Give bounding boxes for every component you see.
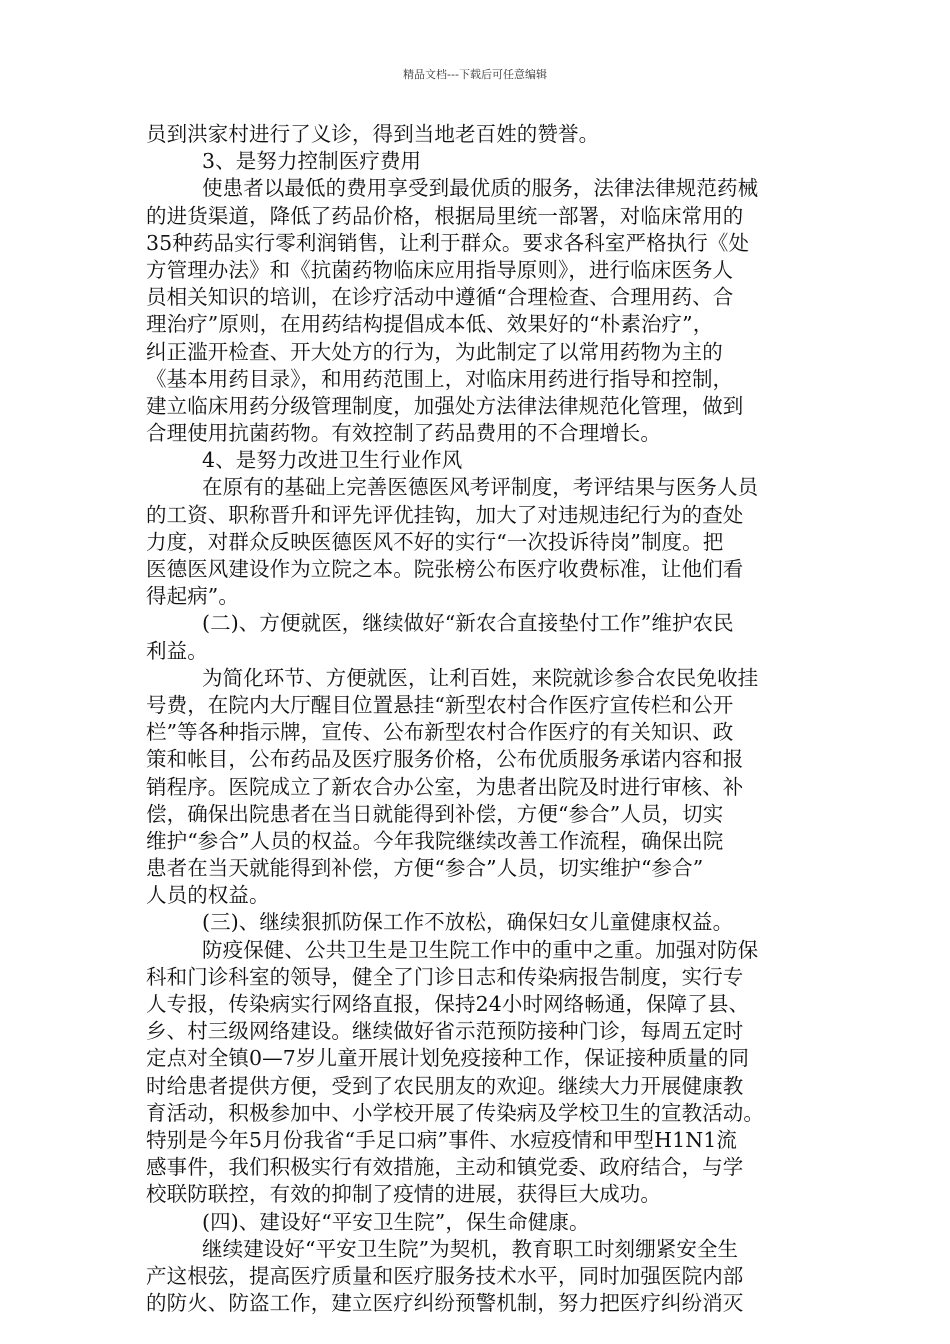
text-line: 使患者以最低的费用享受到最优质的服务，法律法律规范药械 (202, 176, 759, 201)
text-line: 3、是努力控制医疗费用 (202, 149, 422, 174)
page-header: 精品文档---下载后可任意编辑 (403, 68, 547, 81)
text-line: 建立临床用药分级管理制度，加强处方法律法律规范化管理，做到 (146, 393, 744, 418)
text-line: 感事件，我们积极实行有效措施，主动和镇党委、政府结合，与学 (146, 1155, 744, 1180)
text-line: 合理使用抗菌药物。有效控制了药品费用的不合理增长。 (146, 421, 661, 446)
text-line: 人专报，传染病实行网络直报，保持24小时网络畅通，保障了县、 (146, 992, 750, 1016)
text-line: (四)、建设好“平安卫生院”，保生命健康。 (202, 1209, 590, 1234)
text-line: 力度，对群众反映医德医风不好的实行“一次投诉待岗”制度。把 (146, 529, 724, 554)
text-line: 35种药品实行零利润销售，让利于群众。要求各科室严格执行《处 (146, 230, 750, 255)
text-line: 《基本用药目录》，和用药范围上，对临床用药进行指导和控制， (146, 366, 734, 391)
text-line: 产这根弦，提高医疗质量和医疗服务技术水平，同时加强医院内部 (146, 1263, 744, 1288)
text-line: 特别是今年5月份我省“手足口病”事件、水痘疫情和甲型H1N1流 (146, 1127, 738, 1152)
text-line: 策和帐目，公布药品及医疗服务价格，公布优质服务承诺内容和报 (146, 747, 744, 772)
document-body (146, 121, 810, 1317)
text-line: 防疫保健、公共卫生是卫生院工作中的重中之重。加强对防保 (202, 937, 759, 962)
text-line: 医德医风建设作为立院之本。院张榜公布医疗收费标准，让他们看 (146, 557, 744, 581)
text-line: (三)、继续狠抓防保工作不放松，确保妇女儿童健康权益。 (202, 910, 734, 935)
text-line: 维护“参合”人员的权益。今年我院继续改善工作流程，确保出院 (146, 828, 724, 853)
text-line: 利益。 (146, 638, 208, 663)
text-line: 定点对全镇0—7岁儿童开展计划免疫接种工作，保证接种质量的同 (146, 1046, 750, 1071)
text-line: 的工资、职称晋升和评先评优挂钩，加大了对违规违纪行为的查处 (146, 502, 744, 527)
text-line: 人员的权益。 (146, 883, 270, 908)
text-line: 得起病”。 (146, 584, 239, 609)
text-line: 校联防联控，有效的抑制了疫情的进展，获得巨大成功。 (146, 1182, 661, 1207)
text-line: 的防火、防盗工作，建立医疗纠纷预警机制，努力把医疗纠纷消灭 (146, 1291, 744, 1316)
text-line: 时给患者提供方便，受到了农民朋友的欢迎。继续大力开展健康教 (146, 1073, 744, 1098)
text-line: 为简化环节、方便就医，让利百姓，来院就诊参合农民免收挂 (202, 665, 759, 690)
text-line: 销程序。医院成立了新农合办公室，为患者出院及时进行审核、补 (146, 774, 744, 799)
text-line: 乡、村三级网络建设。继续做好省示范预防接种门诊，每周五定时 (146, 1019, 744, 1044)
text-line: 4、是努力改进卫生行业作风 (202, 448, 463, 473)
text-line: 育活动，积极参加中、小学校开展了传染病及学校卫生的宣教活动。 (146, 1100, 764, 1125)
text-line: 的进货渠道，降低了药品价格，根据局里统一部署，对临床常用的 (146, 203, 744, 228)
text-line: 号费，在院内大厅醒目位置悬挂“新型农村合作医疗宣传栏和公开 (146, 692, 734, 717)
text-line: 患者在当天就能得到补偿，方便“参合”人员，切实维护“参合” (146, 856, 704, 881)
text-line: 科和门诊科室的领导，健全了门诊日志和传染病报告制度，实行专 (146, 964, 744, 989)
text-line: 偿，确保出院患者在当日就能得到补偿，方便“参合”人员，切实 (146, 801, 724, 826)
text-line: 员相关知识的培训，在诊疗活动中遵循“合理检查、合理用药、合 (146, 285, 734, 310)
text-line: 继续建设好“平安卫生院”为契机，教育职工时刻绷紧安全生 (202, 1236, 739, 1261)
text-line: 理治疗”原则，在用药结构提倡成本低、效果好的“朴素治疗”， (146, 312, 714, 337)
text-line: 方管理办法》和《抗菌药物临床应用指导原则》，进行临床医务人 (146, 257, 734, 282)
text-line: 栏”等各种指示牌，宣传、公布新型农村合作医疗的有关知识、政 (146, 720, 734, 745)
text-line: 在原有的基础上完善医德医风考评制度，考评结果与医务人员 (202, 475, 759, 500)
text-line: 纠正滥开检查、开大处方的行为，为此制定了以常用药物为主的 (146, 339, 723, 364)
text-line: 员到洪家村进行了义诊，得到当地老百姓的赞誉。 (146, 122, 600, 146)
text-line: (二)、方便就医，继续做好“新农合直接垫付工作”维护农民 (202, 611, 734, 636)
